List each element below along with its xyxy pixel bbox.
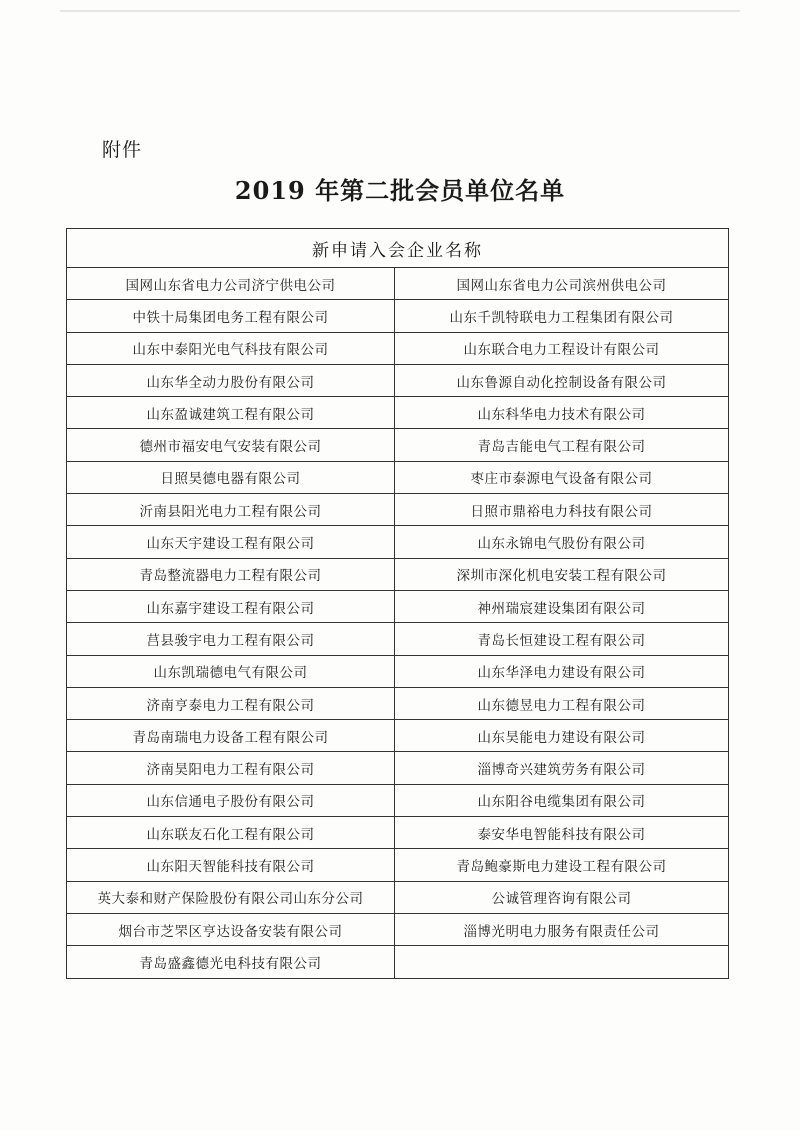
company-name-right: 山东科华电力技术有限公司 xyxy=(395,397,729,429)
company-name-right: 山东阳谷电缆集团有限公司 xyxy=(395,784,729,816)
attachment-label: 附件 xyxy=(102,139,143,161)
company-name-right: 青岛长恒建设工程有限公司 xyxy=(395,623,729,655)
table-row xyxy=(67,720,729,752)
company-name-left: 莒县骏宇电力工程有限公司 xyxy=(67,623,395,655)
company-name-left: 青岛南瑞电力设备工程有限公司 xyxy=(67,720,395,752)
company-name-left: 日照昊德电器有限公司 xyxy=(67,461,395,493)
scan-edge-mark xyxy=(60,10,740,12)
table-header-row xyxy=(67,229,729,268)
table-row xyxy=(67,494,729,526)
company-name-right: 山东永锦电气股份有限公司 xyxy=(395,526,729,558)
company-name-left: 烟台市芝罘区亨达设备安装有限公司 xyxy=(67,913,395,945)
table-row xyxy=(67,526,729,558)
company-name-left: 沂南县阳光电力工程有限公司 xyxy=(67,494,395,526)
company-name-left: 山东华全动力股份有限公司 xyxy=(67,364,395,396)
company-name-right: 山东联合电力工程设计有限公司 xyxy=(395,332,729,364)
table-row xyxy=(67,558,729,590)
table-row xyxy=(67,784,729,816)
company-name-right: 山东昊能电力建设有限公司 xyxy=(395,720,729,752)
company-name-right: 青岛吉能电气工程有限公司 xyxy=(395,429,729,461)
table-row xyxy=(67,655,729,687)
table-row xyxy=(67,687,729,719)
company-name-left: 中铁十局集团电务工程有限公司 xyxy=(67,300,395,332)
company-name-left: 山东阳天智能科技有限公司 xyxy=(67,849,395,881)
company-name-right xyxy=(395,946,729,978)
company-name-left: 山东嘉宇建设工程有限公司 xyxy=(67,590,395,622)
company-name-right: 山东鲁源自动化控制设备有限公司 xyxy=(395,364,729,396)
company-name-left: 德州市福安电气安装有限公司 xyxy=(67,429,395,461)
company-name-right: 深圳市深化机电安装工程有限公司 xyxy=(395,558,729,590)
company-name-left: 济南昊阳电力工程有限公司 xyxy=(67,752,395,784)
company-name-left: 青岛盛鑫德光电科技有限公司 xyxy=(67,946,395,978)
table-row xyxy=(67,300,729,332)
company-name-left: 山东中泰阳光电气科技有限公司 xyxy=(67,332,395,364)
company-name-right: 日照市鼎裕电力科技有限公司 xyxy=(395,494,729,526)
table-row xyxy=(67,429,729,461)
company-name-left: 青岛整流器电力工程有限公司 xyxy=(67,558,395,590)
table-row xyxy=(67,332,729,364)
company-name-right: 泰安华电智能科技有限公司 xyxy=(395,817,729,849)
company-name-right: 山东千凯特联电力工程集团有限公司 xyxy=(395,300,729,332)
table-body xyxy=(67,268,729,979)
table-row xyxy=(67,913,729,945)
member-list-table xyxy=(66,228,729,979)
company-name-left: 国网山东省电力公司济宁供电公司 xyxy=(67,268,395,300)
table-row xyxy=(67,268,729,300)
table-row xyxy=(67,817,729,849)
table-row xyxy=(67,364,729,396)
table-row xyxy=(67,623,729,655)
company-name-left: 山东信通电子股份有限公司 xyxy=(67,784,395,816)
company-name-right: 山东华泽电力建设有限公司 xyxy=(395,655,729,687)
table-row xyxy=(67,946,729,978)
company-name-right: 国网山东省电力公司滨州供电公司 xyxy=(395,268,729,300)
company-name-left: 英大泰和财产保险股份有限公司山东分公司 xyxy=(67,881,395,913)
table-row xyxy=(67,461,729,493)
table-row xyxy=(67,881,729,913)
company-name-left: 山东盈诚建筑工程有限公司 xyxy=(67,397,395,429)
company-name-right: 神州瑞宸建设集团有限公司 xyxy=(395,590,729,622)
company-name-left: 山东凯瑞德电气有限公司 xyxy=(67,655,395,687)
company-name-right: 山东德昱电力工程有限公司 xyxy=(395,687,729,719)
table-row xyxy=(67,849,729,881)
document-title: 2019 年第二批会员单位名单 xyxy=(234,176,566,205)
company-name-left: 济南亨泰电力工程有限公司 xyxy=(67,687,395,719)
company-name-right: 青岛鲍豪斯电力建设工程有限公司 xyxy=(395,849,729,881)
table-row xyxy=(67,752,729,784)
company-name-right: 淄博奇兴建筑劳务有限公司 xyxy=(395,752,729,784)
company-name-left: 山东天宇建设工程有限公司 xyxy=(67,526,395,558)
company-name-right: 淄博光明电力服务有限责任公司 xyxy=(395,913,729,945)
company-name-right: 枣庄市泰源电气设备有限公司 xyxy=(395,461,729,493)
table-row xyxy=(67,397,729,429)
table-row xyxy=(67,590,729,622)
table-header: 新申请入会企业名称 xyxy=(67,229,729,268)
company-name-left: 山东联友石化工程有限公司 xyxy=(67,817,395,849)
company-name-right: 公诚管理咨询有限公司 xyxy=(395,881,729,913)
